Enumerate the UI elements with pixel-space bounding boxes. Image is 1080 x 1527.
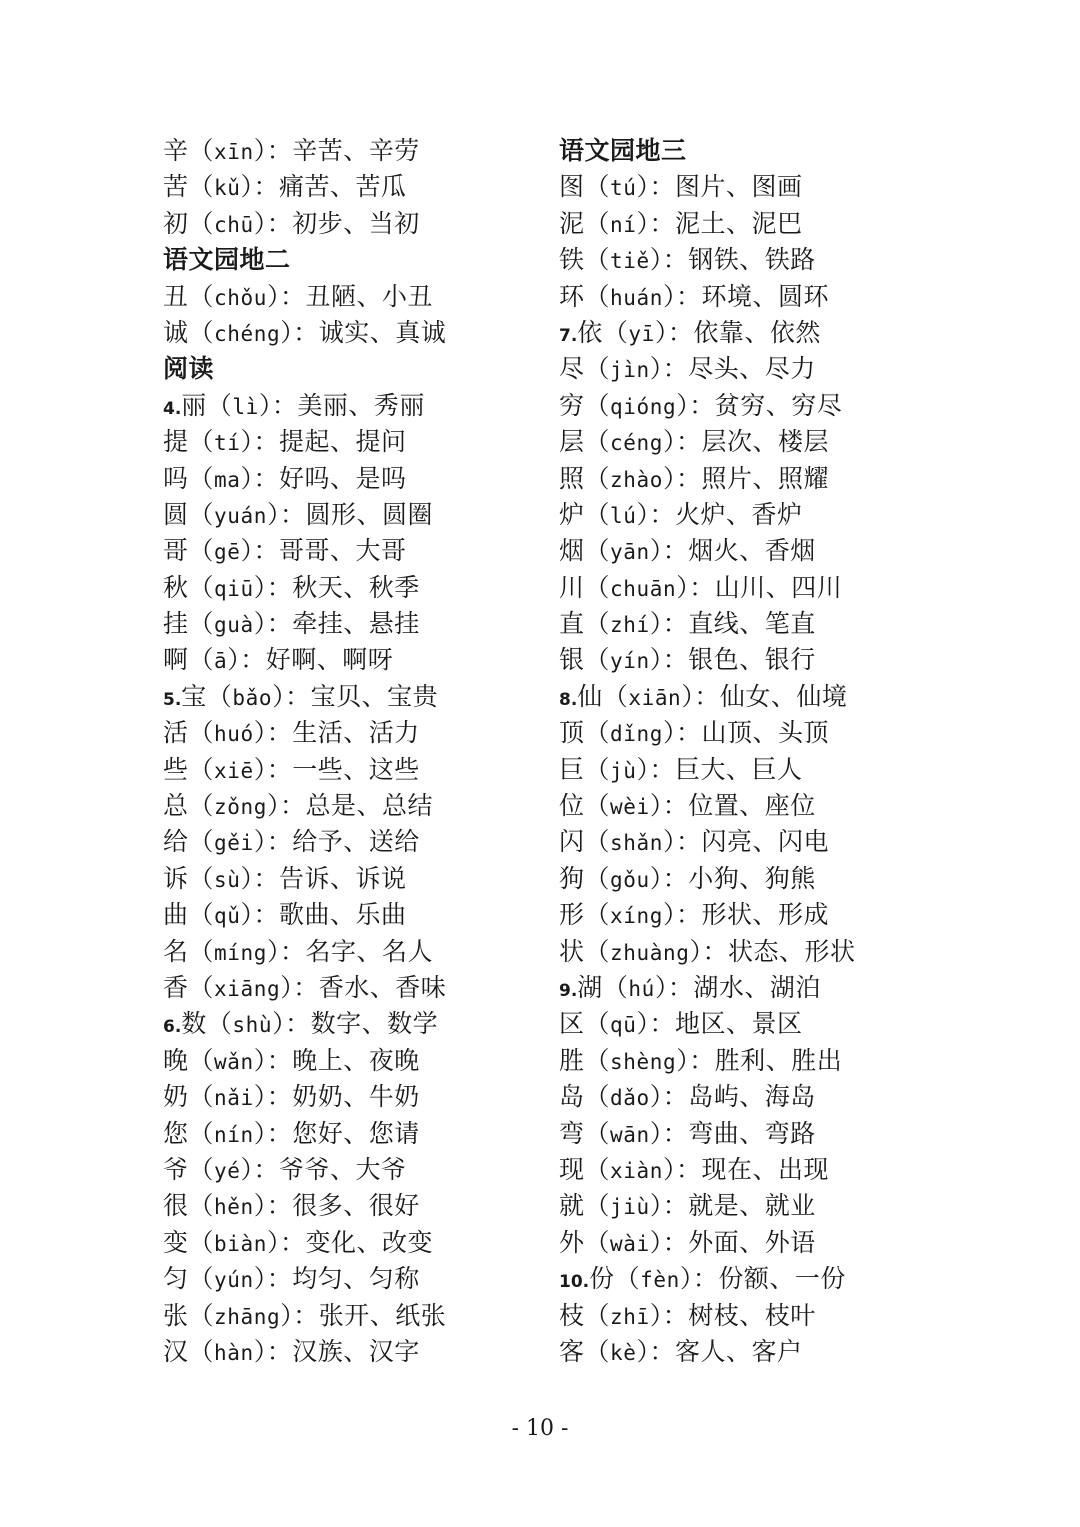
vocab-entry: 泥（ní）：泥土、泥巴 [559, 208, 803, 238]
vocab-entry: 形（xíng）：形状、形成 [559, 900, 830, 930]
vocab-pinyin: zhí [610, 613, 650, 638]
vocab-pinyin: yé [214, 1158, 241, 1183]
vocab-character: 形 [559, 900, 585, 930]
vocab-pinyin: bǎo [232, 685, 273, 710]
vocab-character: 总 [163, 791, 189, 821]
vocab-words: 地区、景区 [675, 1009, 803, 1039]
vocab-character: 爷 [163, 1154, 189, 1184]
vocab-character: 啊 [163, 645, 189, 675]
vocab-pinyin: yān [610, 540, 650, 565]
vocab-pinyin: wǎn [214, 1049, 254, 1074]
vocab-words: 图片、图画 [675, 172, 803, 202]
vocab-character: 宝 [181, 681, 207, 711]
vocab-character: 位 [559, 791, 585, 821]
vocab-pinyin: míng [214, 940, 268, 965]
left-column [163, 133, 583, 1370]
vocab-character: 就 [559, 1191, 585, 1221]
vocab-pinyin: xiāng [214, 976, 281, 1001]
vocab-pinyin: ma [214, 467, 241, 492]
vocab-words: 生活、活力 [292, 718, 420, 748]
vocab-entry: 照（zhào）：照片、照耀 [559, 463, 830, 493]
vocab-entry: 银（yín）：银色、银行 [559, 645, 816, 675]
vocab-entry: 闪（shǎn）：闪亮、闪电 [559, 827, 830, 857]
vocab-words: 秋天、秋季 [292, 572, 420, 602]
vocab-entry: 汉（hàn）：汉族、汉字 [163, 1336, 420, 1366]
vocab-character: 闪 [559, 827, 585, 857]
vocab-entry: 活（huó）：生活、活力 [163, 718, 420, 748]
vocab-pinyin: chuān [610, 576, 677, 601]
vocab-entry: 位（wèi）：位置、座位 [559, 791, 816, 821]
vocab-entry: 4.丽（lì）：美丽、秀丽 [163, 390, 425, 420]
vocab-character: 哥 [163, 536, 189, 566]
lesson-number: 5. [163, 689, 182, 710]
vocab-words: 香水、香味 [318, 972, 447, 1002]
vocab-entry: 环（huán）：环境、圆环 [559, 281, 830, 311]
vocab-pinyin: qiū [214, 576, 254, 601]
vocab-pinyin: huó [214, 722, 254, 747]
vocab-entry: 爷（yé）：爷爷、大爷 [163, 1154, 407, 1184]
vocab-entry: 炉（lú）：火炉、香炉 [559, 499, 803, 529]
vocab-words: 层次、楼层 [701, 427, 830, 457]
vocab-entry: 尽（jìn）：尽头、尽力 [559, 354, 816, 384]
vocab-character: 提 [163, 427, 189, 457]
vocab-character: 张 [163, 1300, 189, 1330]
vocab-pinyin: xīn [214, 140, 254, 164]
vocab-words: 丑陋、小丑 [305, 281, 434, 311]
vocab-character: 香 [163, 972, 189, 1002]
vocab-character: 尽 [559, 354, 585, 384]
vocab-pinyin: zhuàng [610, 940, 690, 965]
vocab-entry: 9.湖（hú）：湖水、湖泊 [559, 972, 821, 1002]
vocab-character: 现 [559, 1154, 585, 1184]
vocab-character: 丽 [181, 390, 207, 420]
vocab-pinyin: shèng [610, 1049, 677, 1074]
vocab-character: 外 [559, 1227, 585, 1257]
vocab-entry: 苦（kǔ）：痛苦、苦瓜 [163, 172, 407, 202]
vocab-entry: 初（chū）：初步、当初 [163, 208, 420, 238]
lesson-number: 10. [559, 1272, 590, 1293]
vocab-words: 尽头、尽力 [688, 354, 816, 384]
vocab-entry: 曲（qǔ）：歌曲、乐曲 [163, 900, 407, 930]
vocab-entry: 名（míng）：名字、名人 [163, 936, 434, 966]
vocab-pinyin: yī [628, 321, 655, 346]
vocab-words: 告诉、诉说 [279, 863, 407, 893]
vocab-pinyin: hú [628, 976, 655, 1001]
vocab-words: 总是、总结 [305, 791, 434, 821]
vocab-pinyin: fèn [640, 1268, 680, 1293]
right-column [559, 133, 979, 1370]
vocab-entry: 胜（shèng）：胜利、胜出 [559, 1045, 843, 1075]
vocab-pinyin: kǔ [214, 176, 241, 201]
vocab-entry: 顶（dǐng）：山顶、头顶 [559, 718, 830, 748]
vocab-entry: 辛（xīn）：辛苦、辛劳 [163, 136, 420, 165]
vocab-words: 变化、改变 [305, 1227, 434, 1257]
vocab-words: 直线、笔直 [688, 609, 816, 639]
vocab-pinyin: dǎo [610, 1086, 650, 1111]
vocab-character: 泥 [559, 208, 585, 238]
vocab-pinyin: lú [610, 503, 637, 528]
vocab-character: 环 [559, 281, 585, 311]
vocab-character: 很 [163, 1191, 189, 1221]
vocab-words: 闪亮、闪电 [701, 827, 830, 857]
vocab-pinyin: chǒu [214, 285, 268, 310]
vocab-entry: 挂（guà）：牵挂、悬挂 [163, 609, 420, 639]
vocab-entry: 您（nín）：您好、您请 [163, 1118, 420, 1148]
vocab-words: 仙女、仙境 [719, 681, 848, 711]
vocab-entry: 状（zhuàng）：状态、形状 [559, 936, 856, 966]
vocab-entry: 圆（yuán）：圆形、圆圈 [163, 499, 434, 529]
vocab-pinyin: tí [214, 431, 241, 456]
vocab-pinyin: shù [232, 1013, 273, 1038]
vocab-words: 数字、数学 [310, 1009, 439, 1039]
vocab-words: 给予、送给 [292, 827, 420, 857]
vocab-entry: 5.宝（bǎo）：宝贝、宝贵 [163, 681, 439, 711]
vocab-words: 哥哥、大哥 [279, 536, 407, 566]
vocab-pinyin: kè [610, 1340, 637, 1365]
vocab-pinyin: lì [232, 394, 259, 419]
vocab-pinyin: biàn [214, 1231, 268, 1256]
vocab-pinyin: gǒu [610, 867, 650, 892]
vocab-words: 就是、就业 [688, 1191, 816, 1221]
vocab-character: 丑 [163, 281, 189, 311]
vocab-entry: 区（qū）：地区、景区 [559, 1009, 803, 1039]
vocab-entry: 客（kè）：客人、客户 [559, 1336, 803, 1366]
vocab-entry: 岛（dǎo）：岛屿、海岛 [559, 1082, 816, 1112]
vocab-words: 弯曲、弯路 [688, 1118, 816, 1148]
vocab-pinyin: shǎn [610, 831, 664, 856]
vocab-entry: 图（tú）：图片、图画 [559, 172, 803, 202]
vocab-pinyin: qū [610, 1013, 637, 1038]
vocab-character: 依 [577, 317, 603, 347]
vocab-character: 诉 [163, 863, 189, 893]
vocab-pinyin: wài [610, 1231, 650, 1256]
vocab-words: 湖水、湖泊 [693, 972, 821, 1002]
vocab-pinyin: tú [610, 176, 637, 201]
vocab-words: 钢铁、铁路 [688, 245, 816, 275]
vocab-entry: 变（biàn）：变化、改变 [163, 1227, 434, 1257]
vocab-pinyin: yuán [214, 503, 268, 528]
vocab-words: 名字、名人 [305, 936, 434, 966]
vocab-pinyin: wān [610, 1122, 650, 1147]
vocab-entry: 啊（ā）：好啊、啊呀 [163, 645, 394, 675]
vocab-words: 巨大、巨人 [675, 754, 803, 784]
section-heading: 语文园地三 [559, 136, 687, 165]
lesson-number: 7. [559, 325, 578, 346]
vocab-words: 汉族、汉字 [292, 1336, 420, 1366]
vocab-entry: 就（jiù）：就是、就业 [559, 1191, 816, 1221]
vocab-words: 外面、外语 [688, 1227, 816, 1257]
vocab-words: 胜利、胜出 [714, 1045, 843, 1075]
vocab-words: 份额、一份 [718, 1264, 846, 1294]
vocab-pinyin: zǒng [214, 795, 268, 820]
vocab-pinyin: jù [610, 758, 637, 783]
vocab-words: 树枝、枝叶 [688, 1300, 816, 1330]
vocab-character: 变 [163, 1227, 189, 1257]
vocab-words: 宝贝、宝贵 [310, 681, 439, 711]
vocab-words: 形状、形成 [701, 900, 830, 930]
vocab-character: 岛 [559, 1082, 585, 1112]
vocab-pinyin: xiàn [610, 1158, 664, 1183]
vocab-entry: 些（xiē）：一些、这些 [163, 754, 420, 784]
vocab-pinyin: céng [610, 431, 664, 456]
vocab-words: 提起、提问 [279, 427, 407, 457]
vocab-words: 火炉、香炉 [675, 499, 803, 529]
vocab-character: 名 [163, 936, 189, 966]
vocab-words: 一些、这些 [292, 754, 420, 784]
vocab-pinyin: huán [610, 285, 664, 310]
vocab-character: 银 [559, 645, 585, 675]
vocab-words: 位置、座位 [688, 791, 816, 821]
vocab-character: 烟 [559, 536, 585, 566]
vocab-words: 痛苦、苦瓜 [279, 172, 407, 202]
vocab-entry: 丑（chǒu）：丑陋、小丑 [163, 281, 434, 311]
vocab-words: 诚实、真诚 [318, 317, 447, 347]
vocab-entry: 铁（tiě）：钢铁、铁路 [559, 245, 816, 275]
vocab-words: 客人、客户 [675, 1336, 803, 1366]
vocab-character: 穷 [559, 390, 585, 420]
vocab-entry: 层（céng）：层次、楼层 [559, 427, 830, 457]
vocab-character: 区 [559, 1009, 585, 1039]
vocab-entry: 枝（zhī）：树枝、枝叶 [559, 1300, 816, 1330]
vocab-pinyin: wèi [610, 795, 650, 820]
vocab-pinyin: zhào [610, 467, 664, 492]
vocab-words: 现在、出现 [701, 1154, 830, 1184]
vocab-words: 环境、圆环 [701, 281, 830, 311]
vocab-character: 汉 [163, 1336, 189, 1366]
page-number: - 10 - [511, 1416, 569, 1441]
vocab-pinyin: tiě [610, 249, 650, 274]
vocab-entry: 张（zhāng）：张开、纸张 [163, 1300, 447, 1330]
vocab-character: 状 [559, 936, 585, 966]
vocab-character: 给 [163, 827, 189, 857]
vocab-character: 秋 [163, 572, 189, 602]
vocab-character: 枝 [559, 1300, 585, 1330]
vocab-character: 数 [181, 1009, 207, 1039]
vocab-character: 胜 [559, 1045, 585, 1075]
vocab-pinyin: jiù [610, 1195, 650, 1220]
vocab-character: 匀 [163, 1264, 189, 1294]
vocab-character: 铁 [559, 245, 585, 275]
vocab-entry: 8.仙（xiān）：仙女、仙境 [559, 681, 848, 711]
vocab-character: 您 [163, 1118, 189, 1148]
vocab-entry: 提（tí）：提起、提问 [163, 427, 407, 457]
vocab-pinyin: hàn [214, 1340, 254, 1365]
vocab-character: 照 [559, 463, 585, 493]
vocab-words: 奶奶、牛奶 [292, 1082, 420, 1112]
vocab-entry: 7.依（yī）：依靠、依然 [559, 317, 821, 347]
vocab-words: 美丽、秀丽 [297, 390, 425, 420]
vocab-character: 湖 [577, 972, 603, 1002]
vocab-character: 初 [163, 208, 189, 238]
vocab-character: 晚 [163, 1045, 189, 1075]
vocab-words: 泥土、泥巴 [675, 208, 803, 238]
vocab-character: 顶 [559, 718, 585, 748]
vocab-words: 烟火、香烟 [688, 536, 816, 566]
vocab-words: 牵挂、悬挂 [292, 609, 420, 639]
vocab-pinyin: ní [610, 212, 637, 237]
vocab-words: 歌曲、乐曲 [279, 900, 407, 930]
vocab-words: 银色、银行 [688, 645, 816, 675]
vocab-pinyin: ā [214, 649, 228, 674]
vocab-character: 图 [559, 172, 585, 202]
vocab-words: 照片、照耀 [701, 463, 830, 493]
vocab-character: 弯 [559, 1118, 585, 1148]
vocab-pinyin: xiān [628, 685, 682, 710]
vocab-entry: 奶（nǎi）：奶奶、牛奶 [163, 1082, 420, 1112]
vocab-pinyin: qǔ [214, 904, 241, 929]
section-heading: 语文园地二 [163, 245, 291, 275]
vocab-entry: 现（xiàn）：现在、出现 [559, 1154, 830, 1184]
vocab-character: 圆 [163, 499, 189, 529]
vocab-entry: 10.份（fèn）：份额、一份 [559, 1264, 846, 1294]
vocab-entry: 烟（yān）：烟火、香烟 [559, 536, 816, 566]
vocab-words: 山川、四川 [714, 572, 843, 602]
vocab-pinyin: jìn [610, 358, 650, 383]
vocab-entry: 狗（gǒu）：小狗、狗熊 [559, 863, 816, 893]
vocab-character: 仙 [577, 681, 603, 711]
vocab-entry: 哥（gē）：哥哥、大哥 [163, 536, 407, 566]
vocab-pinyin: zhāng [214, 1304, 281, 1329]
vocab-words: 您好、您请 [292, 1118, 420, 1148]
vocab-pinyin: zhī [610, 1304, 650, 1329]
vocab-entry: 外（wài）：外面、外语 [559, 1227, 816, 1257]
vocab-entry: 匀（yún）：均匀、匀称 [163, 1264, 420, 1294]
lesson-number: 8. [559, 689, 578, 710]
vocab-character: 直 [559, 609, 585, 639]
vocab-character: 吗 [163, 463, 189, 493]
vocab-entry: 秋（qiū）：秋天、秋季 [163, 572, 420, 602]
vocab-entry: 诚（chéng）：诚实、真诚 [163, 317, 447, 347]
vocab-character: 巨 [559, 754, 585, 784]
section-heading: 阅读 [163, 354, 215, 384]
vocab-pinyin: nǎi [214, 1086, 254, 1111]
vocab-entry: 吗（ma）：好吗、是吗 [163, 463, 407, 493]
vocab-entry: 香（xiāng）：香水、香味 [163, 972, 447, 1002]
vocab-words: 小狗、狗熊 [688, 863, 816, 893]
vocab-words: 很多、很好 [292, 1191, 420, 1221]
vocab-words: 张开、纸张 [318, 1300, 447, 1330]
vocab-character: 辛 [163, 136, 189, 165]
lesson-number: 9. [559, 980, 578, 1001]
vocab-character: 炉 [559, 499, 585, 529]
vocab-words: 依靠、依然 [693, 317, 821, 347]
vocab-words: 好吗、是吗 [279, 463, 407, 493]
lesson-number: 6. [163, 1017, 182, 1038]
vocab-pinyin: gē [214, 540, 241, 565]
vocab-character: 挂 [163, 609, 189, 639]
vocab-words: 晚上、夜晚 [292, 1045, 420, 1075]
lesson-number: 4. [163, 398, 182, 419]
vocab-words: 岛屿、海岛 [688, 1082, 816, 1112]
vocab-words: 爷爷、大爷 [279, 1154, 407, 1184]
vocab-character: 份 [589, 1264, 615, 1294]
vocab-words: 均匀、匀称 [292, 1264, 420, 1294]
vocab-entry: 诉（sù）：告诉、诉说 [163, 863, 407, 893]
vocab-pinyin: xíng [610, 904, 664, 929]
vocab-character: 诚 [163, 317, 189, 347]
vocab-entry: 晚（wǎn）：晚上、夜晚 [163, 1045, 420, 1075]
vocab-words: 辛苦、辛劳 [292, 136, 420, 165]
vocab-words: 山顶、头顶 [701, 718, 830, 748]
vocab-words: 好啊、啊呀 [265, 645, 394, 675]
vocab-pinyin: chū [214, 212, 254, 237]
vocab-pinyin: chéng [214, 321, 281, 346]
vocab-pinyin: gěi [214, 831, 254, 856]
vocab-words: 状态、形状 [728, 936, 856, 966]
vocab-pinyin: sù [214, 867, 241, 892]
vocab-entry: 穷（qióng）：贫穷、穷尽 [559, 390, 843, 420]
vocab-character: 狗 [559, 863, 585, 893]
vocab-words: 圆形、圆圈 [305, 499, 434, 529]
vocab-character: 苦 [163, 172, 189, 202]
vocab-entry: 给（gěi）：给予、送给 [163, 827, 420, 857]
vocab-entry: 很（hěn）：很多、很好 [163, 1191, 420, 1221]
vocab-pinyin: guà [214, 613, 254, 638]
vocab-pinyin: hěn [214, 1195, 254, 1220]
vocab-entry: 直（zhí）：直线、笔直 [559, 609, 816, 639]
vocab-character: 些 [163, 754, 189, 784]
vocab-character: 客 [559, 1336, 585, 1366]
vocab-character: 活 [163, 718, 189, 748]
vocab-character: 层 [559, 427, 585, 457]
vocab-pinyin: xiē [214, 758, 254, 783]
vocab-pinyin: dǐng [610, 722, 664, 747]
vocab-pinyin: yín [610, 649, 650, 674]
vocab-words: 贫穷、穷尽 [714, 390, 843, 420]
vocab-pinyin: yún [214, 1268, 254, 1293]
vocab-pinyin: nín [214, 1122, 254, 1147]
vocab-entry: 6.数（shù）：数字、数学 [163, 1009, 439, 1039]
vocab-pinyin: qióng [610, 394, 677, 419]
vocab-entry: 巨（jù）：巨大、巨人 [559, 754, 803, 784]
vocab-entry: 弯（wān）：弯曲、弯路 [559, 1118, 816, 1148]
vocab-words: 初步、当初 [292, 208, 420, 238]
vocab-entry: 总（zǒng）：总是、总结 [163, 791, 434, 821]
vocab-character: 川 [559, 572, 585, 602]
vocab-character: 奶 [163, 1082, 189, 1112]
vocab-character: 曲 [163, 900, 189, 930]
vocab-entry: 川（chuān）：山川、四川 [559, 572, 843, 602]
